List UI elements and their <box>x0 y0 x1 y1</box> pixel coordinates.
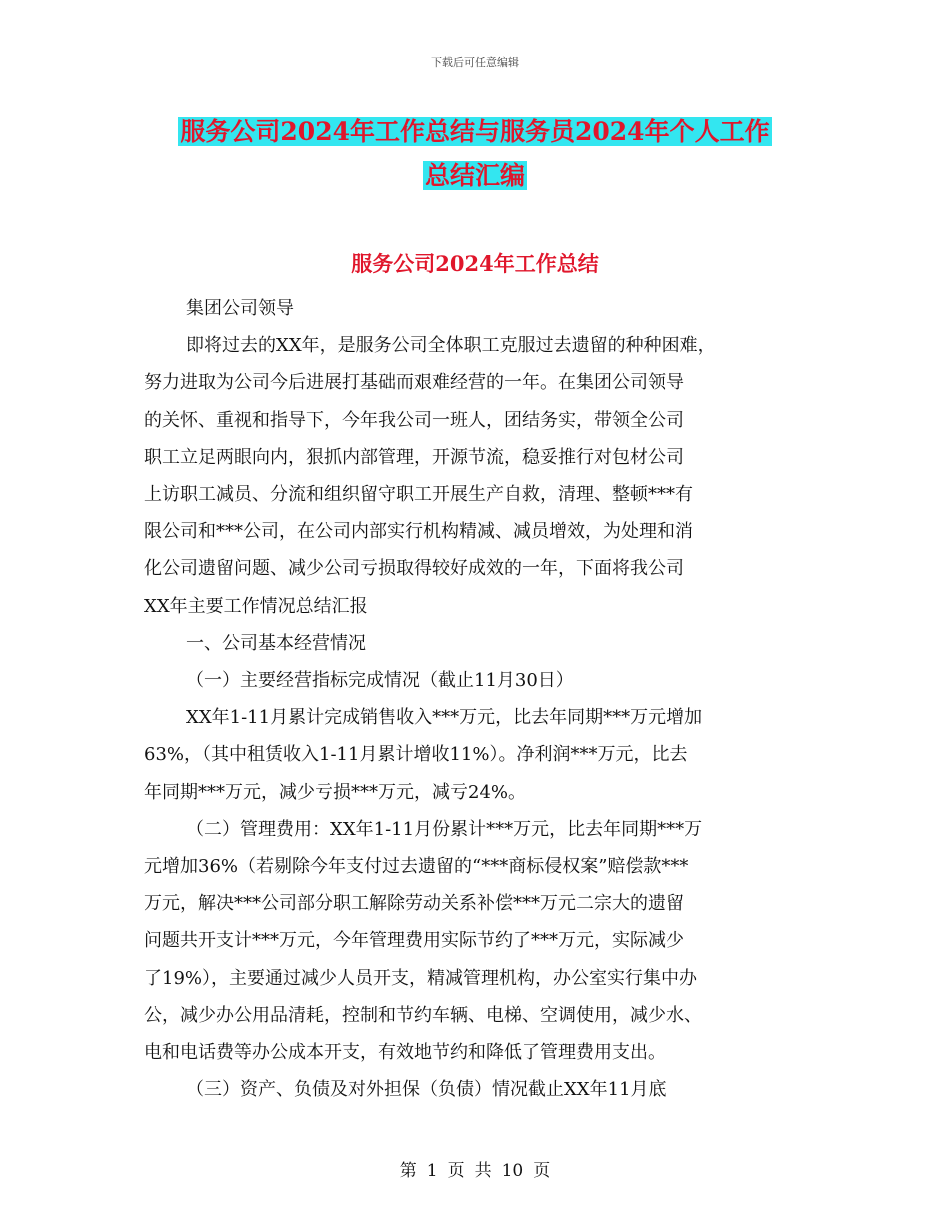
paragraph-line: 化公司遗留问题、减少公司亏损取得较好成效的一年，下面将我公司 <box>144 558 684 580</box>
total-label: 共 <box>474 1161 492 1181</box>
salutation: 集团公司领导 <box>186 298 294 319</box>
document-title <box>0 110 950 198</box>
page-header-note: 下载后可任意编辑 <box>431 56 519 69</box>
title-line-2: 总结汇编 <box>424 161 525 190</box>
page-label: 第 <box>399 1161 417 1181</box>
section-title: 服务公司2024年工作总结 <box>351 251 599 276</box>
page-footer <box>0 1156 950 1181</box>
paragraph-line: XX年1-11月累计完成销售收入***万元，比去年同期***万元增加 <box>186 707 703 729</box>
document-body <box>144 290 824 1108</box>
paragraph-line: XX年主要工作情况总结汇报 <box>144 595 368 617</box>
heading-1-3: （三）资产、负债及对外担保（负债）情况截止XX年11月底 <box>186 1079 667 1101</box>
page-number: 1 <box>426 1161 438 1181</box>
paragraph-line: 年同期***万元，减少亏损***万元，减亏24%。 <box>144 781 527 803</box>
paragraph-line: 上访职工减员、分流和组织留守职工开展生产自救，清理、整顿***有 <box>144 484 693 506</box>
paragraph-line: 万元，解决***公司部分职工解除劳动关系补偿***万元二宗大的遗留 <box>144 893 684 915</box>
paragraph-line: 了19%），主要通过减少人员开支，精减管理机构，办公室实行集中办 <box>144 967 698 989</box>
paragraph-line: 的关怀、重视和指导下，今年我公司一班人，团结务实，带领全公司 <box>144 409 684 431</box>
paragraph-line: 问题共开支计***万元，今年管理费用实际节约了***万元，实际减少 <box>144 930 684 952</box>
total-label-end: 页 <box>533 1161 551 1181</box>
paragraph-line: （二）管理费用：XX年1-11月份累计***万元，比去年同期***万 <box>186 818 703 840</box>
heading-1-1: （一）主要经营指标完成情况（截止11月30日） <box>186 670 574 692</box>
paragraph-line: 元增加36%（若剔除今年支付过去遗留的“***商标侵权案”赔偿款*** <box>144 856 689 878</box>
paragraph-line: 电和电话费等办公成本开支，有效地节约和降低了管理费用支出。 <box>144 1042 666 1064</box>
title-line-1: 服务公司2024年工作总结与服务员2024年个人工作 <box>180 117 770 146</box>
total-pages: 10 <box>501 1161 524 1181</box>
paragraph-line: 即将过去的XX年，是服务公司全体职工克服过去遗留的种种困难， <box>186 335 716 357</box>
page-label-mid: 页 <box>447 1161 465 1181</box>
paragraph-line: 公，减少办公用品清耗，控制和节约车辆、电梯、空调使用，减少水、 <box>144 1004 702 1026</box>
paragraph-line: 职工立足两眼向内，狠抓内部管理，开源节流，稳妥推行对包材公司 <box>144 446 684 468</box>
paragraph-line: 限公司和***公司，在公司内部实行机构精减、减员增效，为处理和消 <box>144 521 693 543</box>
paragraph-line: 63%，（其中租赁收入1-11月累计增收11%）。净利润***万元，比去 <box>144 744 688 766</box>
heading-1: 一、公司基本经营情况 <box>186 632 366 654</box>
paragraph-line: 努力进取为公司今后进展打基础而艰难经营的一年。在集团公司领导 <box>144 372 684 394</box>
